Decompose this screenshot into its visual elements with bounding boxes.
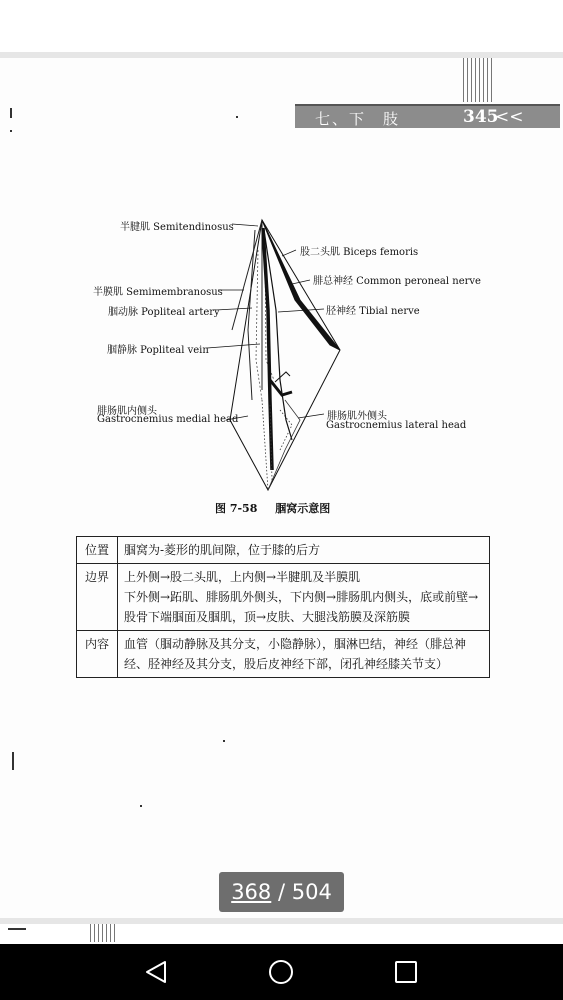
popliteal-fossa-table (76, 536, 490, 678)
boundary-line-1: 上外侧→股二头肌，上内侧→半腱肌及半膜肌 (124, 570, 361, 584)
page-separator: / (271, 880, 292, 904)
label-gastrocnemius-medial-cn: 腓肠肌内侧头 (97, 406, 157, 417)
book-page-number: 345 (463, 107, 499, 127)
label-gastrocnemius-lateral-en: Gastrocnemius lateral head (326, 420, 467, 431)
label-biceps-femoris: 股二头肌 Biceps femoris (300, 247, 419, 258)
label-gastrocnemius-lateral-cn: 腓肠肌外侧头 (327, 411, 387, 422)
header-arrows: << (495, 107, 524, 127)
row-value: 血管（腘动静脉及其分支，小隐静脉），腘淋巴结，神经（腓总神经、胫神经及其分支，股后皮神经下部，闭孔神经膝关节支） (118, 631, 490, 678)
table-row (77, 631, 490, 678)
page-indicator[interactable] (219, 872, 344, 912)
chapter-title: 七、下 肢 (315, 110, 401, 128)
recents-icon[interactable] (396, 962, 416, 982)
home-icon[interactable] (270, 961, 292, 983)
table-row (77, 564, 490, 631)
table-row (77, 537, 490, 564)
figure-number: 图 7-58 (215, 502, 258, 515)
label-popliteal-vein: 腘静脉 Popliteal vein (107, 345, 209, 356)
nav-icons (0, 944, 563, 1000)
bottom-divider (0, 918, 563, 924)
figure-caption (215, 500, 344, 516)
android-nav-bar (0, 944, 563, 1000)
row-key: 内容 (77, 631, 118, 678)
row-value (118, 564, 490, 631)
boundary-line-2: 下外侧→跖肌、腓肠肌外侧头，下内侧→腓肠肌内侧头，底或前壁→股骨下端腘面及腘肌，顶→皮肤、大腿浅筋膜及深筋膜 (124, 590, 479, 624)
label-semitendinosus: 半腱肌 Semitendinosus (120, 222, 234, 233)
label-popliteal-artery: 腘动脉 Popliteal artery (108, 307, 220, 318)
label-semimembranosus: 半膜肌 Semimembranosus (93, 287, 223, 298)
label-common-peroneal-nerve: 腓总神经 Common peroneal nerve (313, 276, 481, 287)
row-key: 位置 (77, 537, 118, 564)
current-page[interactable]: 368 (231, 880, 272, 904)
row-value: 腘窝为-菱形的肌间隙，位于膝的后方 (118, 537, 490, 564)
figure-title: 腘窝示意图 (275, 502, 331, 515)
page-edge-marks (90, 924, 116, 942)
total-pages: 504 (291, 880, 332, 904)
back-icon[interactable] (147, 962, 165, 982)
row-key: 边界 (77, 564, 118, 631)
speck (8, 928, 26, 930)
label-tibial-nerve: 胫神经 Tibial nerve (326, 306, 420, 317)
label-gastrocnemius-medial-en: Gastrocnemius medial head (97, 414, 239, 425)
